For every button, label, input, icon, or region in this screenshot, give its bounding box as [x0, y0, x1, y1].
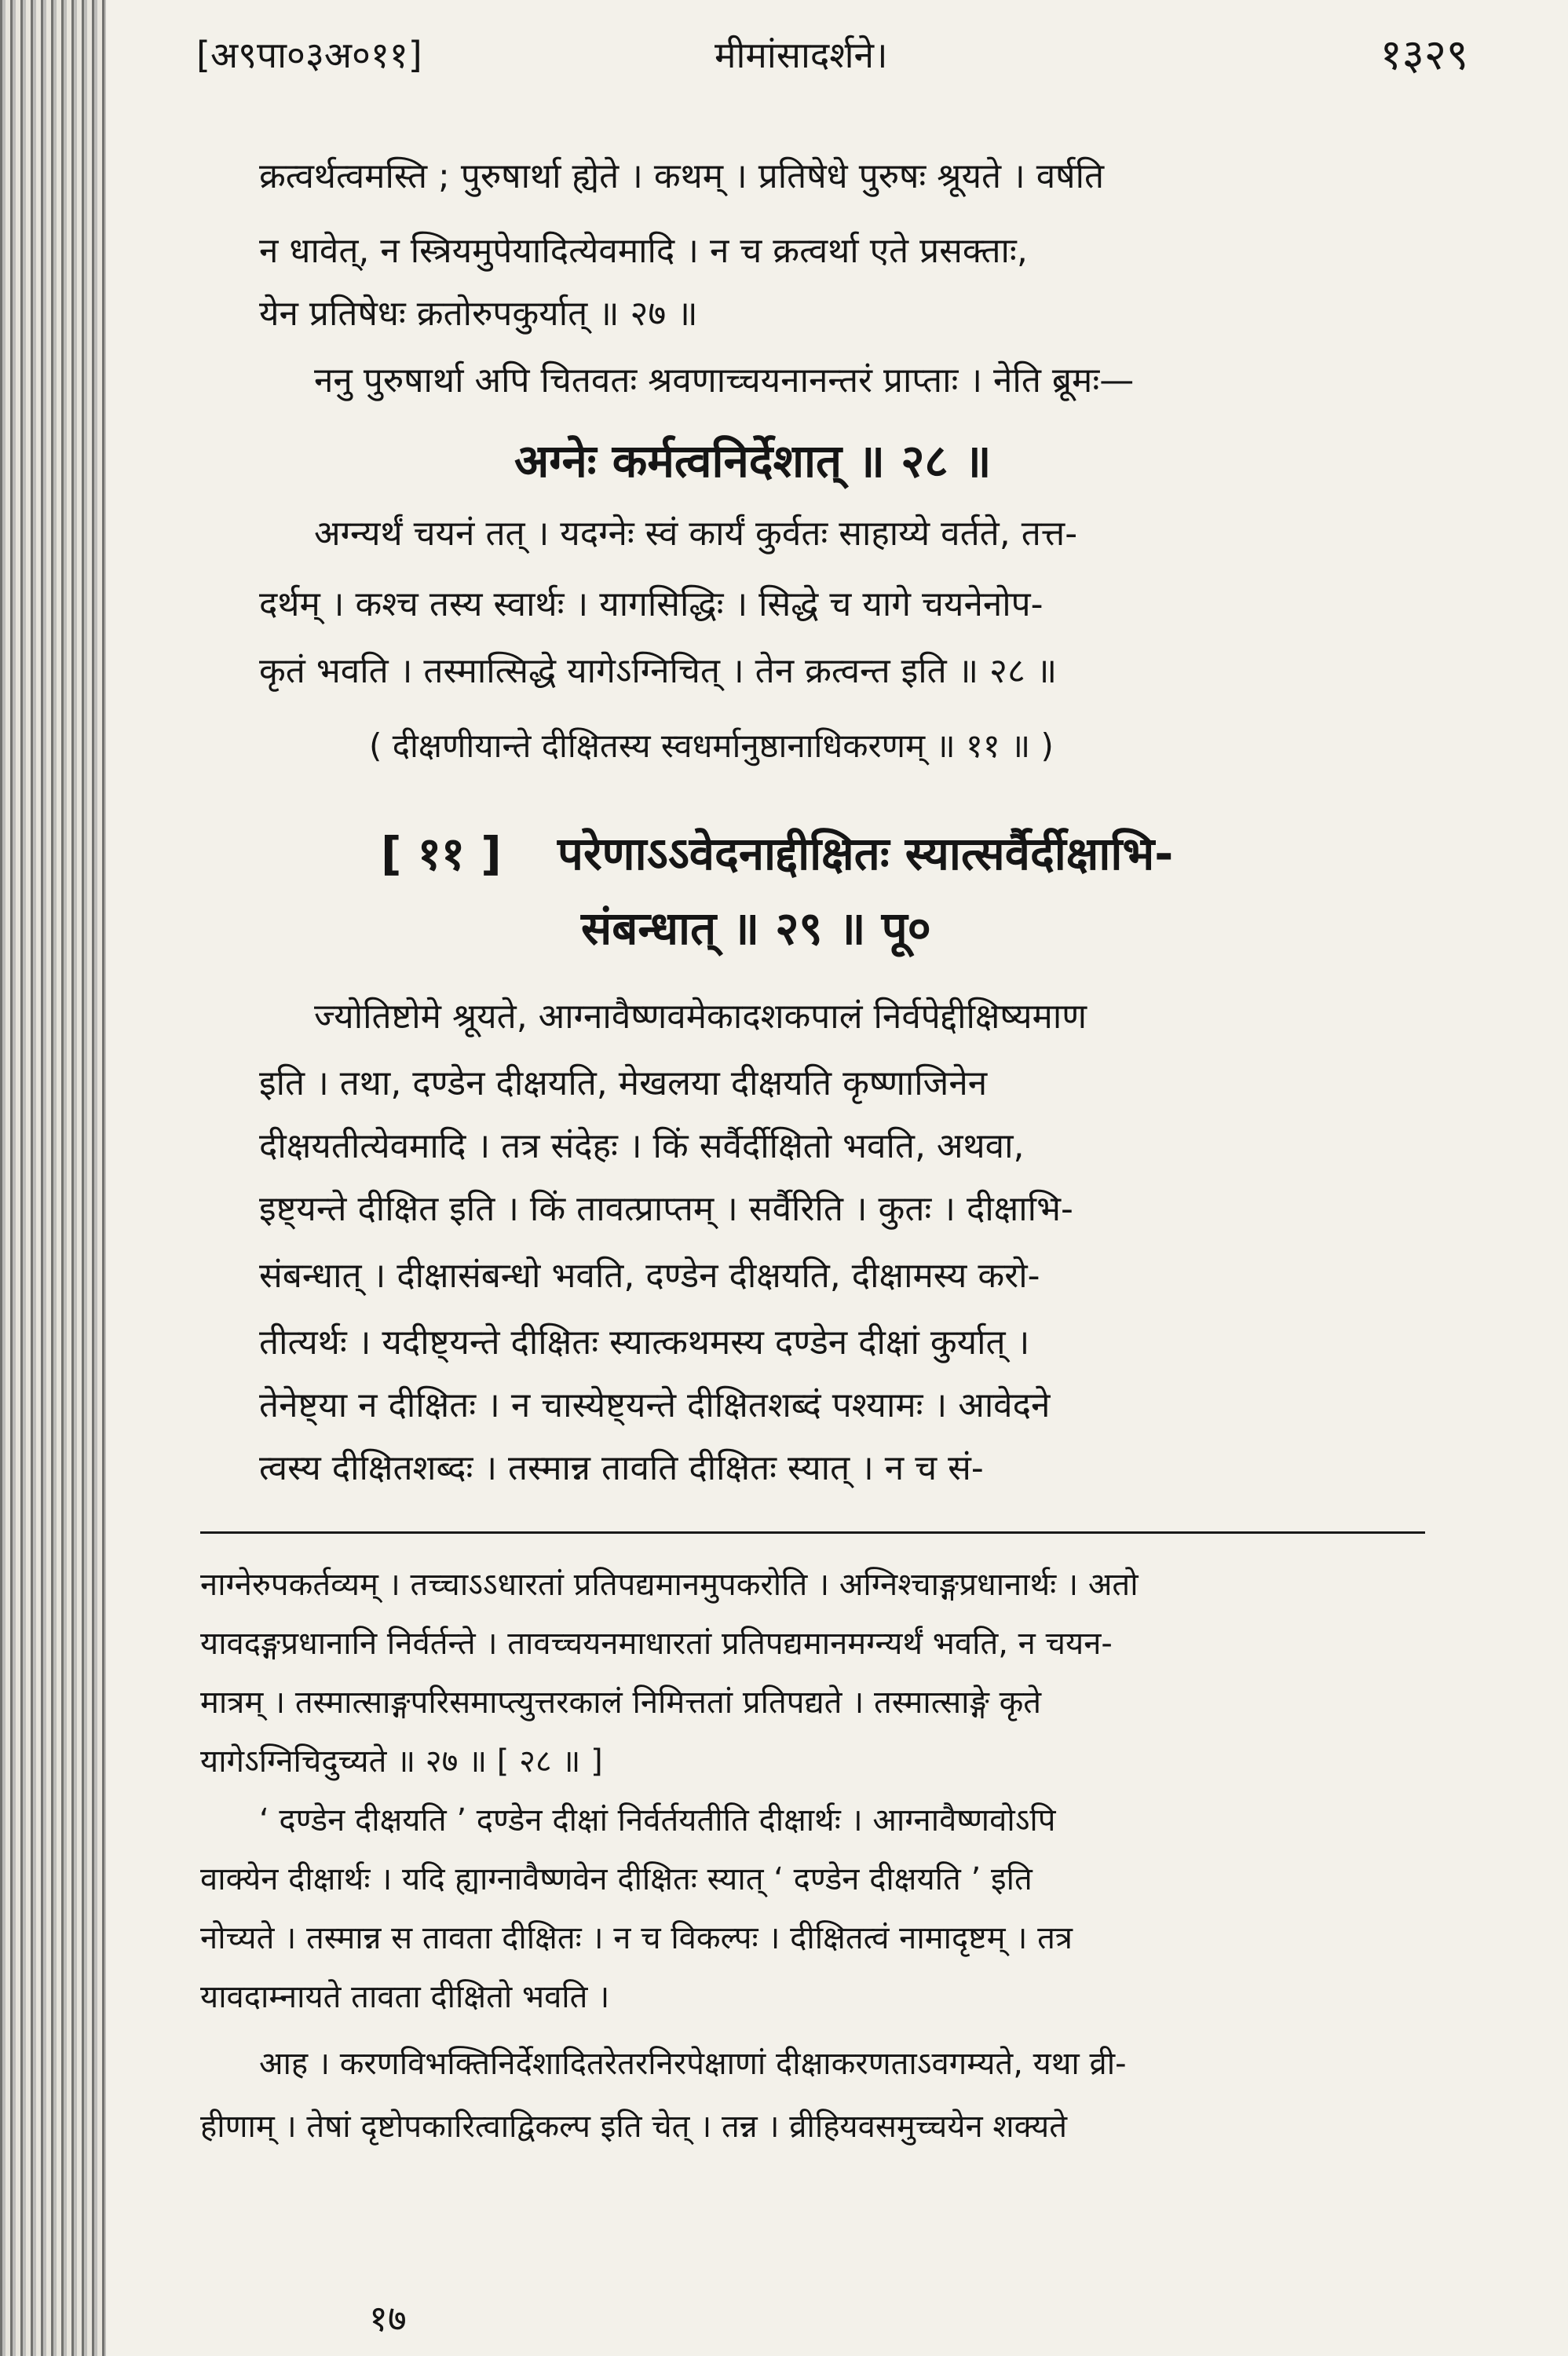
- footnote-line: यागेऽग्निचिदुच्यते ॥ २७ ॥ [ २८ ॥ ]: [200, 1743, 603, 1780]
- body-line: तीत्यर्थः । यदीष्ट्यन्ते दीक्षितः स्यात्कथमस्य दण्डेन दीक्षां कुर्यात् ।: [259, 1323, 1030, 1363]
- sutra-28: अग्नेः कर्मत्वनिर्देशात् ॥ २८ ॥: [514, 434, 992, 488]
- footnote-divider: [200, 1531, 1425, 1534]
- body-line: इति । तथा, दण्डेन दीक्षयति, मेखलया दीक्षयति कृष्णाजिनेन: [259, 1063, 988, 1103]
- body-line: येन प्रतिषेधः क्रतोरुपकुर्यात् ॥ २७ ॥: [259, 294, 698, 334]
- footnote-line: ‘ दण्डेन दीक्षयति ’ दण्डेन दीक्षां निर्वर्तयतीति दीक्षार्थः । आग्नावैष्णवोऽपि: [259, 1802, 1056, 1838]
- sutra-29-line2: संबन्धात् ॥ २९ ॥ पू०: [581, 902, 931, 955]
- footnote-line: नोच्यते । तस्मान्न स तावता दीक्षितः । न च विकल्पः । दीक्षितत्वं नामादृष्टम् । तत्र: [200, 1920, 1073, 1956]
- signature-mark: १७: [369, 2297, 407, 2340]
- body-line: ज्योतिष्टोमे श्रूयते, आग्नावैष्णवमेकादशकपालं निर्वपेद्दीक्षिष्यमाण: [314, 997, 1087, 1037]
- footnote-line: वाक्येन दीक्षार्थः । यदि ह्याग्नावैष्णवेन दीक्षितः स्यात् ‘ दण्डेन दीक्षयति ’ इति: [200, 1861, 1033, 1897]
- header-section-ref: [अ९पा०३अ०११]: [196, 34, 422, 76]
- body-line: संबन्धात् । दीक्षासंबन्धो भवति, दण्डेन दीक्षयति, दीक्षामस्य करो-: [259, 1256, 1040, 1296]
- body-line: क्रत्वर्थत्वमस्ति ; पुरुषार्था ह्येते । कथम् । प्रतिषेधे पुरुषः श्रूयते । वर्षति: [259, 156, 1105, 196]
- body-line: न धावेत्, न स्त्रियमुपेयादित्येवमादि । न च क्रत्वर्था एते प्रसक्ताः,: [259, 231, 1028, 271]
- page-header: [196, 24, 1468, 86]
- body-line: दीक्षयतीत्येवमादि । तत्र संदेहः । किं सर्वैर्दीक्षितो भवति, अथवा,: [259, 1126, 1025, 1166]
- footnote-line: हीणाम् । तेषां दृष्टोपकारित्वाद्विकल्प इति चेत् । तन्न । व्रीहियवसमुच्चयेन शक्यते: [200, 2109, 1068, 2145]
- sutra-number: [ ११ ]: [381, 827, 502, 880]
- body-line: तेनेष्ट्या न दीक्षितः । न चास्येष्ट्यन्ते दीक्षितशब्दं पश्यामः । आवेदने: [259, 1385, 1051, 1425]
- footnote-line: यावदाम्नायते तावता दीक्षितो भवति ।: [200, 1979, 610, 2015]
- body-line: त्वस्य दीक्षितशब्दः । तस्मान्न तावति दीक्षितः स्यात् । न च सं-: [259, 1448, 984, 1488]
- adhikarana-title: ( दीक्षणीयान्ते दीक्षितस्य स्वधर्मानुष्ठानाधिकरणम् ॥ ११ ॥ ): [369, 726, 1054, 765]
- body-line: इष्ट्यन्ते दीक्षित इति । किं तावत्प्राप्तम् । सर्वैरिति । कुतः । दीक्षाभि-: [259, 1189, 1073, 1229]
- footnote-line: आह । करणविभक्तिनिर्देशादितरेतरनिरपेक्षाणां दीक्षाकरणताऽवगम्यते, यथा व्री-: [259, 2046, 1127, 2082]
- header-title: मीमांसादर्शने।: [715, 34, 888, 76]
- body-line: कृतं भवति । तस्मात्सिद्धे यागेऽग्निचित् । तेन क्रत्वन्त इति ॥ २८ ॥: [259, 651, 1058, 691]
- body-line: दर्थम् । कश्च तस्य स्वार्थः । यागसिद्धिः । सिद्धे च यागे चयनेनोप-: [259, 584, 1044, 624]
- page-number: १३२९: [1380, 30, 1468, 79]
- footnote-line: यावदङ्गप्रधानानि निर्वर्तन्ते । तावच्चयनमाधारतां प्रतिपद्यमानमग्न्यर्थं भवति, न चयन-: [200, 1626, 1113, 1662]
- sutra-29-line1: परेणाऽऽवेदनाद्दीक्षितः स्यात्सर्वैर्दीक्षाभि-: [557, 827, 1174, 880]
- body-line: अग्न्यर्थं चयनं तत् । यदग्नेः स्वं कार्यं कुर्वतः साहाय्ये वर्तते, तत्त-: [314, 514, 1078, 554]
- body-line: ननु पुरुषार्था अपि चितवतः श्रवणाच्चयनानन्तरं प्राप्ताः । नेति ब्रूमः—: [314, 360, 1135, 401]
- scan-edge: [0, 0, 106, 2356]
- footnote-line: मात्रम् । तस्मात्साङ्गपरिसमाप्त्युत्तरकालं निमित्ततां प्रतिपद्यते । तस्मात्साङ्गे कृते: [200, 1685, 1042, 1721]
- footnote-line: नाग्नेरुपकर्तव्यम् । तच्चाऽऽधारतां प्रतिपद्यमानमुपकरोति । अग्निश्चाङ्गप्रधानार्थः । अतो: [200, 1567, 1139, 1603]
